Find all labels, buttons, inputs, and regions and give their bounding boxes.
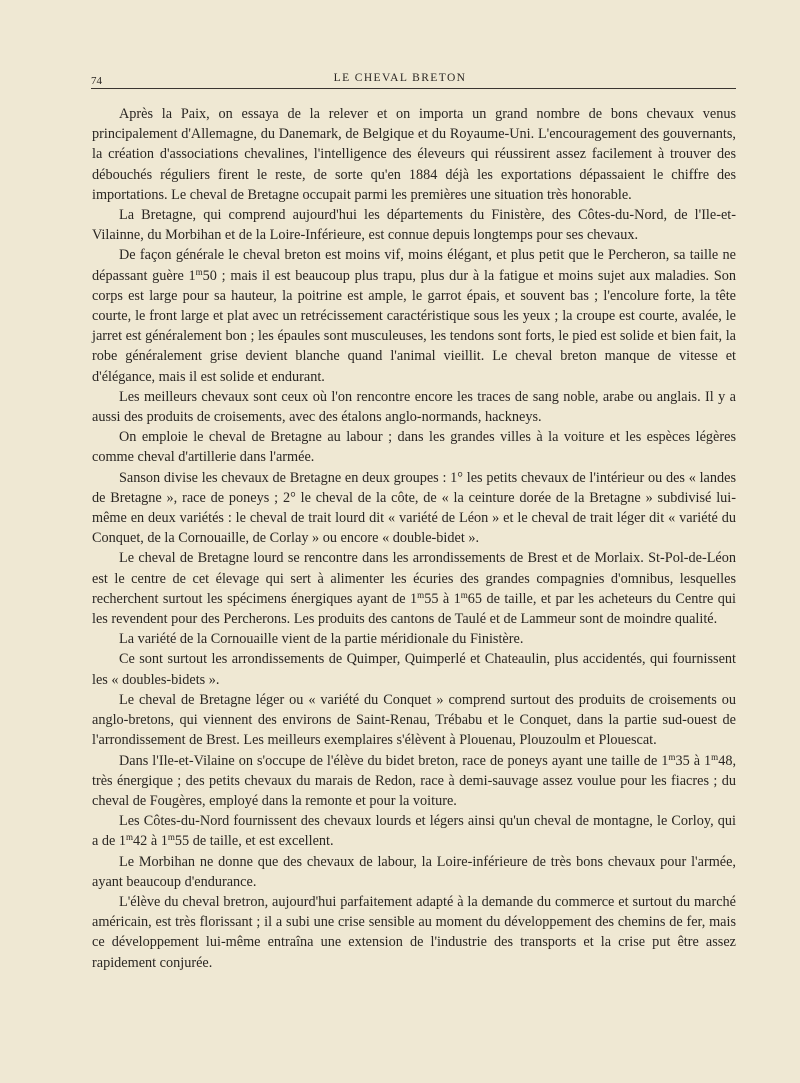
paragraph-text: De façon générale le cheval breton est moins vif, moins élégant, et plus petit que le Percheron, sa taille ne dépassant guère 1 xyxy=(92,247,736,284)
superscript-unit: m xyxy=(417,589,425,600)
header-rule xyxy=(91,88,736,89)
paragraph-text: 55 à 1 xyxy=(424,590,461,607)
paragraph-text: 48, très énergique ; des petits chevaux du marais de Redon, race à demi-sauvage assez voulue pour les fiacres ; du cheval de Fougères, employé dans la remonte et pour la voiture. xyxy=(92,752,736,809)
paragraph xyxy=(92,649,736,689)
paragraph-text: Après la Paix, on essaya de la relever et on importa un grand nombre de bons chevaux venus principalement d'Allemagne, du Danemark, de Belgique et du Royaume-Uni. L'encouragement des gouvernants, la création d'associations chevalines, l'intelligence des éleveurs qui réussirent assez facilement à trouver des débouchés réguliers firent le reste, de sorte qu'en 1884 déjà les exportations dépassaient le chiffre des importations. Le cheval de Bretagne occupait parmi les premières une situation très honorable. xyxy=(92,106,736,203)
paragraph xyxy=(92,205,736,245)
running-title: LE CHEVAL BRETON xyxy=(333,72,467,84)
superscript-unit: m xyxy=(460,589,468,600)
body-text xyxy=(92,104,736,973)
paragraph xyxy=(92,629,736,649)
paragraph-text: Les meilleurs chevaux sont ceux où l'on rencontre encore les traces de sang noble, arabe ou anglais. Il y a aussi des produits de croisements, avec des étalons anglo-normands, hackneys. xyxy=(92,388,736,426)
paragraph xyxy=(92,811,736,851)
superscript-unit: m xyxy=(668,751,676,762)
paragraph-text: 35 à 1 xyxy=(675,752,712,769)
paragraph-text: Les Côtes-du-Nord fournissent des chevaux lourds et légers ainsi qu'un cheval de montagne, le Corloy, qui a de 1 xyxy=(92,813,736,850)
paragraph xyxy=(92,427,736,467)
superscript-unit: m xyxy=(195,266,203,277)
paragraph-text: La Bretagne, qui comprend aujourd'hui les départements du Finistère, des Côtes-du-Nord, de l'Ile-et-Vilainne, du Morbihan et de la Loire-Inférieure, est connue depuis longtemps pour ses chevaux. xyxy=(92,207,736,244)
paragraph-text: 42 à 1 xyxy=(133,833,168,850)
paragraph xyxy=(92,468,736,549)
paragraph xyxy=(92,751,736,812)
paragraph-text: 50 ; mais il est beaucoup plus trapu, plus dur à la fatigue et moins sujet aux maladies. Son corps est large pour sa hauteur, la poitrine est ample, le garrot épais, et souvent bas ; l'encolure forte, la tête courte, le front large et plat avec un retrécissement caractéristique sous les yeux ; la croupe est courte, avalée, le jarret est généralement bon ; les épaules sont musculeuses, les tendons sont forts, le pied est solide et bien fait, la robe généralement grise devient blanche quand l'animal vieillit. Le cheval breton manque de vitesse et d'élégance, mais il est solide et endurant. xyxy=(92,267,737,385)
paragraph-text: Le Morbihan ne donne que des chevaux de labour, la Loire-inférieure de très bons chevaux pour l'armée, ayant beaucoup d'endurance. xyxy=(92,853,736,890)
paragraph-text: Le cheval de Bretagne lourd se rencontre dans les arrondissements de Brest et de Morlaix. St-Pol-de-Léon est le centre de cet élevage qui sert à alimenter les écuries des grandes compagnies d'omnibus, lesquelles recherchent surtout les spécimens énergiques ayant de 1 xyxy=(92,550,736,607)
paragraph-text: 55 de taille, et est excellent. xyxy=(174,833,334,850)
paragraph xyxy=(92,852,736,892)
paragraph xyxy=(92,892,736,973)
paragraph-text: Sanson divise les chevaux de Bretagne en deux groupes : 1° les petits chevaux de l'intérieur ou des « landes de Bretagne », race de poneys ; 2° le cheval de la côte, de « la ceinture dorée de la Bretagne » subdivisé lui-même en deux variétés : le cheval de trait lourd dit « variété de Léon » et le cheval de trait léger dit « variété du Conquet, de la Cornouaille, de Corlay » ou encore « double-bidet ». xyxy=(92,469,736,547)
paragraph xyxy=(92,548,736,629)
paragraph-text: Dans l'Ile-et-Vilaine on s'occupe de l'élève du bidet breton, race de poneys ayant une taille de 1 xyxy=(119,752,669,769)
paragraph xyxy=(92,245,736,386)
superscript-unit: m xyxy=(711,751,719,762)
paragraph xyxy=(92,690,736,751)
paragraph-text: 65 de taille, et par les acheteurs du Centre qui les revendent pour des Percherons. Les produits des cantons de Taulé et de Lammeur sont de moindre qualité. xyxy=(92,590,736,628)
page-number: 74 xyxy=(91,75,102,87)
superscript-unit: m xyxy=(126,832,134,843)
paragraph xyxy=(92,104,736,205)
superscript-unit: m xyxy=(167,832,175,843)
paragraph-text: L'élève du cheval bretron, aujourd'hui parfaitement adapté à la demande du commerce et surtout du marché américain, est très florissant ; il a subi une crise sensible au moment du développement des chemins de fer, mais ce développement lui-même entraîna une extension de l'industrie des transports et la crise put être assez rapidement conjurée. xyxy=(92,893,736,971)
paragraph xyxy=(92,387,736,427)
paragraph-text: On emploie le cheval de Bretagne au labour ; dans les grandes villes à la voiture et les espèces légères comme cheval d'artillerie dans l'armée. xyxy=(92,429,736,466)
paragraph-text: Le cheval de Bretagne léger ou « variété du Conquet » comprend surtout des produits de croisements ou anglo-bretons, qui viennent des environs de Saint-Renau, Trébabu et le Conquet, dans la partie sud-ouest de l'arrondissement de Brest. Les meilleurs exemplaires s'élèvent à Plouenau, Plouzoulm et Plouescat. xyxy=(92,691,736,749)
paragraph-text: La variété de la Cornouaille vient de la partie méridionale du Finistère. xyxy=(119,631,524,648)
paragraph-text: Ce sont surtout les arrondissements de Quimper, Quimperlé et Chateaulin, plus accidentés, qui fournissent les « doubles-bidets ». xyxy=(92,651,736,688)
